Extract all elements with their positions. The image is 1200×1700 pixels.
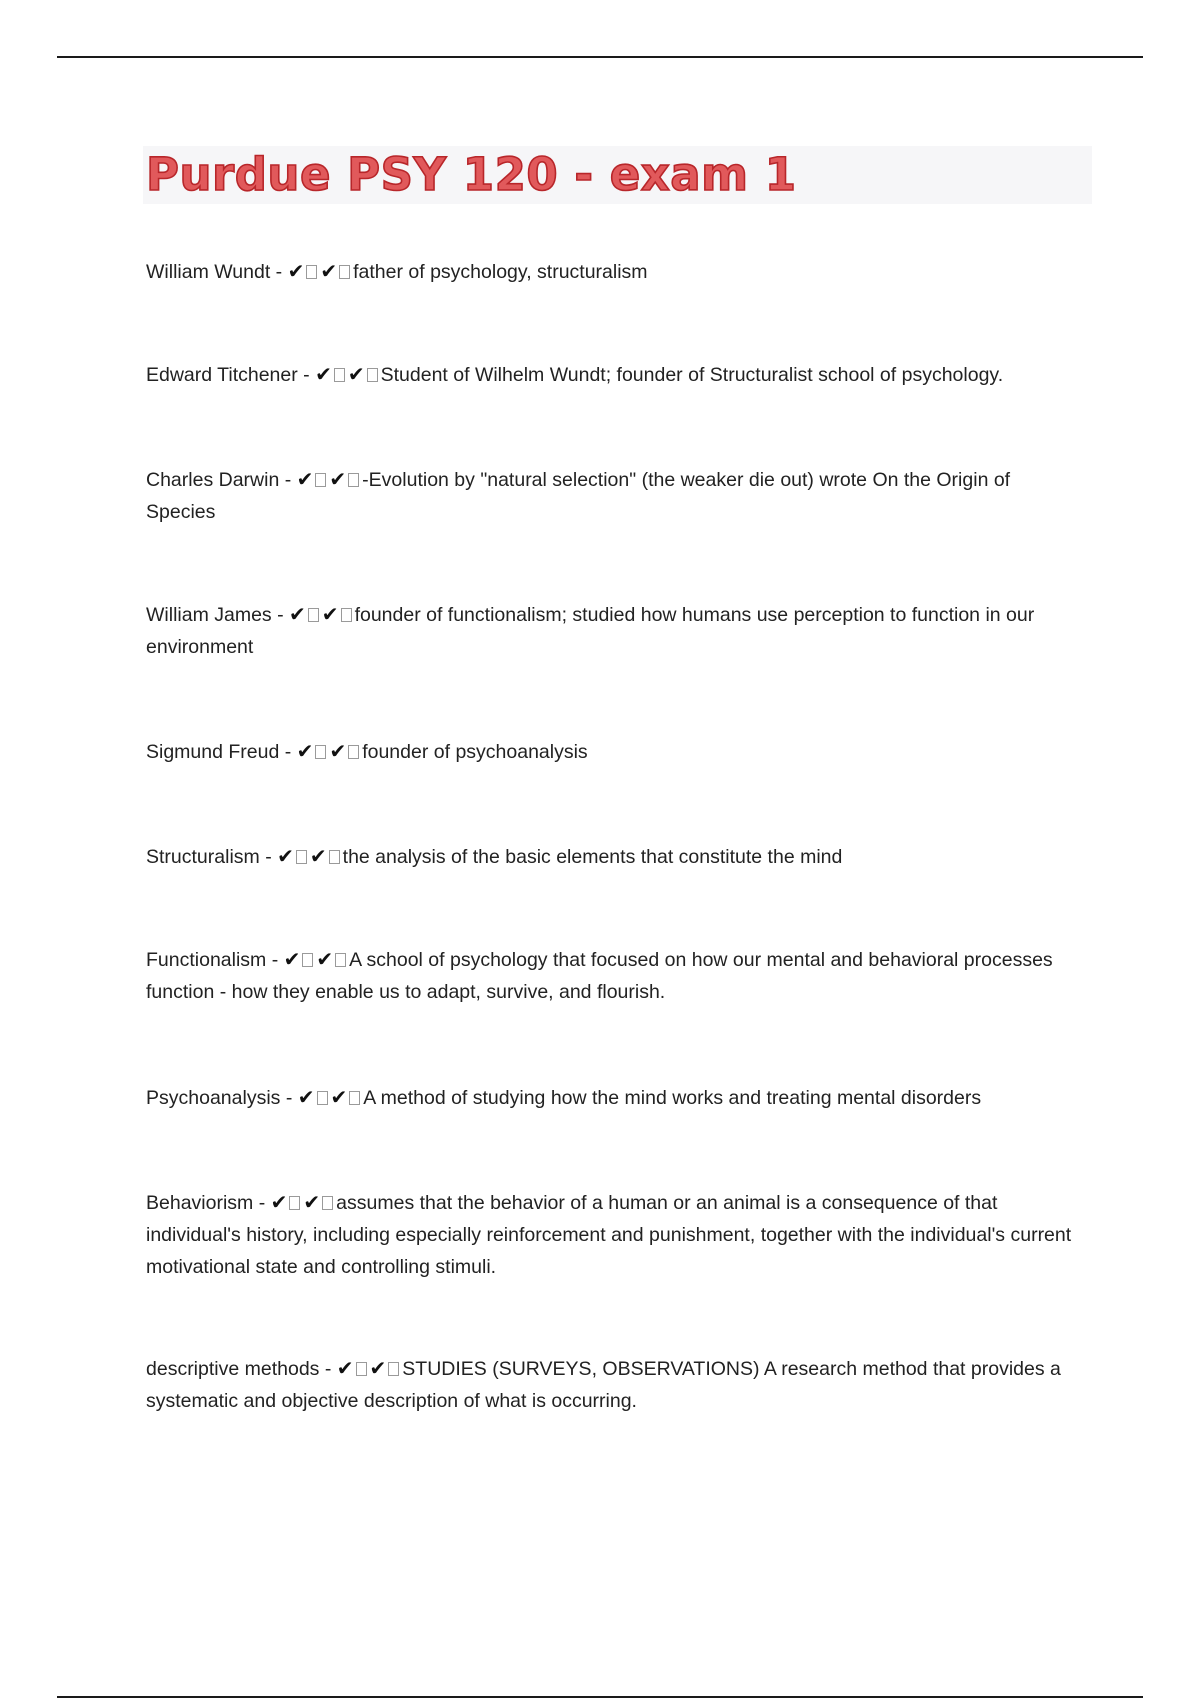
check-icon: ✔: [315, 362, 332, 386]
check-icon: ✔: [330, 1085, 348, 1109]
separator: -: [259, 846, 278, 868]
flashcard-entry: [146, 840, 1076, 873]
checkbox-icon: [348, 473, 359, 487]
flashcard-entry: [146, 735, 1076, 768]
check-icon: ✔: [320, 259, 338, 283]
separator: -: [270, 261, 288, 283]
entry-definition: the analysis of the basic elements that constitute the mind: [342, 846, 843, 868]
document-title: Purdue PSY 120 - exam 1: [146, 148, 797, 201]
entry-definition: founder of functionalism; studied how humans use perception to function in our environment: [146, 604, 1035, 658]
flashcard-entry: [146, 943, 1076, 1008]
checkbox-icon: [315, 745, 326, 759]
entry-definition: A school of psychology that focused on how our mental and behavioral processes function - how they enable us to adapt, survive, and flourish.: [146, 949, 1053, 1003]
checkbox-icon: [356, 1362, 367, 1376]
separator: -: [271, 604, 290, 626]
checkbox-icon: [334, 368, 345, 382]
check-icon: ✔: [329, 467, 347, 491]
flashcard-entry: [146, 358, 1076, 391]
checkbox-icon: [306, 265, 317, 279]
check-icon: ✔: [336, 1356, 354, 1380]
entry-term: Structuralism: [146, 846, 260, 868]
checkbox-icon: [335, 953, 346, 967]
entry-definition: STUDIES (SURVEYS, OBSERVATIONS) A research method that provides a systematic and objective description of what is occurring.: [146, 1358, 1061, 1412]
separator: -: [297, 364, 316, 386]
separator: -: [280, 1087, 298, 1109]
checkbox-icon: [317, 1091, 328, 1105]
check-icon: ✔: [309, 844, 327, 868]
checkbox-icon: [308, 608, 319, 622]
entry-term: William Wundt: [146, 261, 271, 283]
separator: -: [279, 469, 297, 491]
flashcard-entry: [146, 1186, 1076, 1283]
separator: -: [319, 1358, 337, 1380]
entry-term: Charles Darwin: [146, 469, 280, 491]
separator: -: [266, 949, 284, 971]
check-icon: ✔: [347, 362, 365, 386]
flashcard-entry: [146, 255, 1076, 288]
checkbox-icon: [329, 850, 340, 864]
check-icon: ✔: [296, 467, 314, 491]
check-icon: ✔: [283, 947, 301, 971]
entry-term: Psychoanalysis: [146, 1087, 281, 1109]
checkbox-icon: [315, 473, 326, 487]
check-icon: ✔: [296, 739, 314, 763]
checkbox-icon: [349, 1091, 360, 1105]
checkbox-icon: [341, 608, 352, 622]
checkbox-icon: [302, 953, 313, 967]
check-icon: ✔: [321, 602, 339, 626]
entry-definition: assumes that the behavior of a human or an animal is a consequence of that individual's history, including especially reinforcement and punishment, together with the individual's current motivational state and controlling stimuli.: [146, 1192, 1072, 1278]
flashcard-entry: [146, 463, 1076, 528]
check-icon: ✔: [289, 602, 306, 626]
flashcard-entry: [146, 1081, 1076, 1114]
checkbox-icon: [348, 745, 359, 759]
check-icon: ✔: [270, 1190, 288, 1214]
flashcard-entry: [146, 598, 1076, 663]
entry-term: William James: [146, 604, 272, 626]
check-icon: ✔: [277, 844, 294, 868]
check-icon: ✔: [297, 1085, 315, 1109]
checkbox-icon: [289, 1196, 300, 1210]
entry-term: Functionalism: [146, 949, 267, 971]
entry-definition: founder of psychoanalysis: [362, 741, 588, 763]
check-icon: ✔: [369, 1356, 387, 1380]
check-icon: ✔: [316, 947, 334, 971]
entry-definition: father of psychology, structuralism: [353, 261, 648, 283]
checkbox-icon: [322, 1196, 333, 1210]
entry-definition: A method of studying how the mind works and treating mental disorders: [363, 1087, 982, 1109]
check-icon: ✔: [287, 259, 305, 283]
entry-term: Sigmund Freud: [146, 741, 280, 763]
separator: -: [253, 1192, 271, 1214]
entry-term: Behaviorism: [146, 1192, 254, 1214]
checkbox-icon: [296, 850, 307, 864]
entry-term: descriptive methods: [146, 1358, 320, 1380]
flashcard-entry: [146, 1352, 1076, 1417]
check-icon: ✔: [329, 739, 347, 763]
checkbox-icon: [367, 368, 378, 382]
separator: -: [279, 741, 297, 763]
bottom-rule: [57, 1696, 1143, 1698]
check-icon: ✔: [303, 1190, 321, 1214]
checkbox-icon: [388, 1362, 399, 1376]
top-rule: [57, 56, 1143, 58]
entry-definition: -Evolution by "natural selection" (the weaker die out) wrote On the Origin of Species: [146, 469, 1011, 523]
entry-definition: Student of Wilhelm Wundt; founder of Structuralist school of psychology.: [380, 364, 1004, 386]
entry-term: Edward Titchener: [146, 364, 298, 386]
checkbox-icon: [339, 265, 350, 279]
